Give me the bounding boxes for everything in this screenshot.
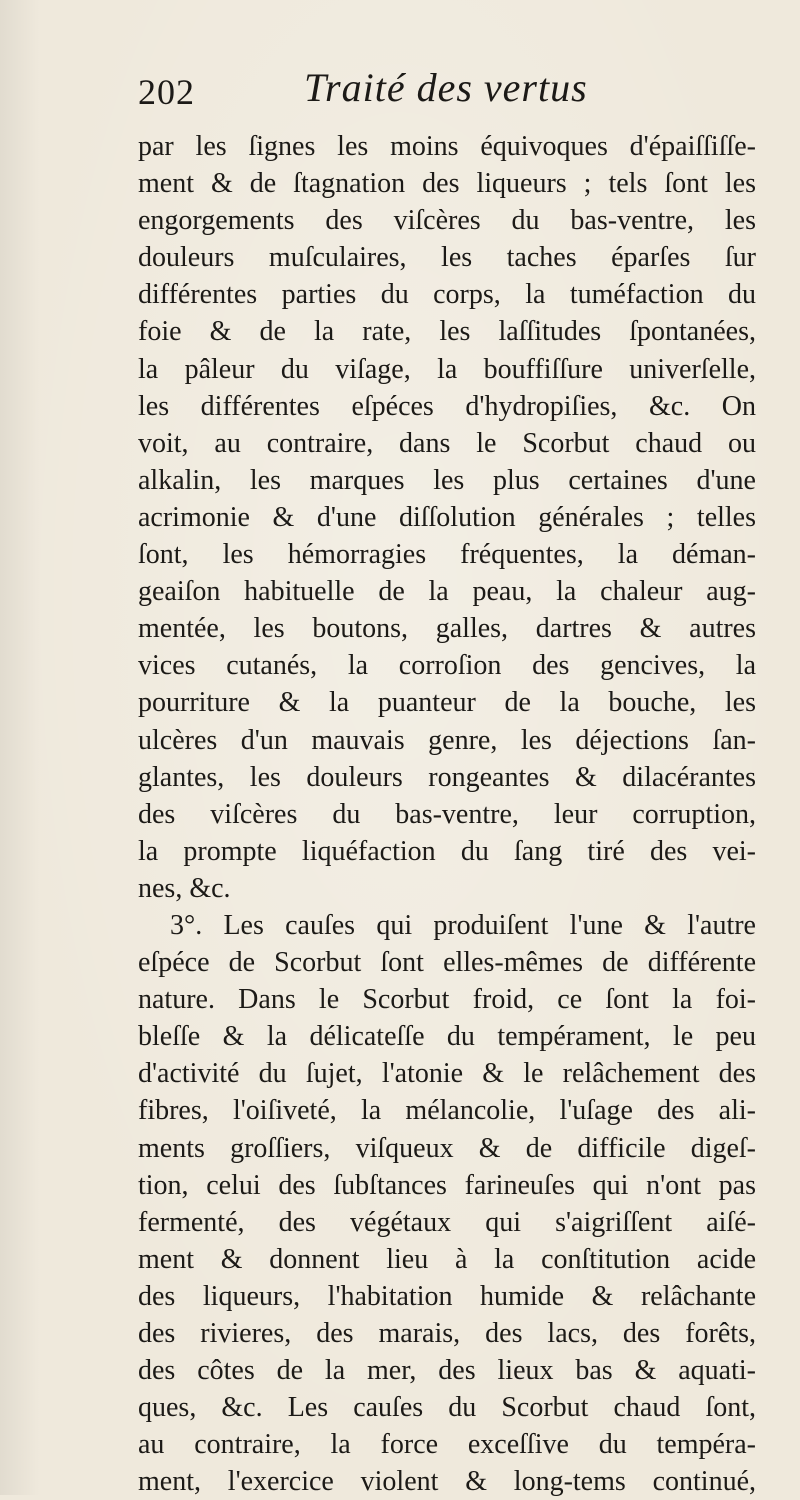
text-line: par les ſignes les moins équivoques d'épaiſſiſſe- bbox=[138, 131, 756, 162]
text-line: ulcères d'un mauvais genre, les déjections ſan- bbox=[138, 724, 756, 756]
text-line: au contraire, la force exceſſive du tempéra- bbox=[138, 1429, 756, 1461]
text-line: des liqueurs, l'habitation humide & relâchante bbox=[138, 1280, 756, 1312]
text-line: acrimonie & d'une diſſolution générales ; telles bbox=[138, 501, 756, 533]
text-line: ſont, les hémorragies fréquentes, la déman- bbox=[138, 539, 756, 571]
text-line: des rivieres, des marais, des lacs, des forêts, bbox=[138, 1318, 756, 1349]
page-number: 202 bbox=[138, 72, 195, 112]
text-line: fermenté, des végétaux qui s'aigriſſent aiſé- bbox=[138, 1206, 756, 1238]
text-line: tion, celui des ſubſtances farineuſes qui n'ont pas bbox=[138, 1169, 756, 1201]
text-line: fibres, l'oiſiveté, la mélancolie, l'uſage des ali- bbox=[138, 1095, 756, 1127]
text-line: d'activité du ſujet, l'atonie & le relâchement des bbox=[138, 1058, 756, 1090]
text-line: ment, l'exercice violent & long-tems continué, bbox=[138, 1466, 756, 1498]
text-line: des viſcères du bas-ventre, leur corruption, bbox=[138, 798, 756, 830]
text-line: différentes parties du corps, la tuméfaction du bbox=[138, 279, 756, 311]
body-text bbox=[138, 128, 756, 1500]
text-line: glantes, les douleurs rongeantes & dilacérantes bbox=[138, 761, 756, 793]
text-line: douleurs muſculaires, les taches éparſes ſur bbox=[138, 242, 756, 274]
text-line: ment & donnent lieu à la conſtitution acide bbox=[138, 1243, 756, 1275]
text-line: geaiſon habituelle de la peau, la chaleur aug- bbox=[138, 576, 756, 608]
text-line: alkalin, les marques les plus certaines d'une bbox=[138, 464, 756, 496]
text-line: foie & de la rate, les laſſitudes ſpontanées, bbox=[138, 316, 756, 348]
text-line: la prompte liquéfaction du ſang tiré des vei- bbox=[138, 835, 756, 867]
text-line: bleſſe & la délicateſſe du tempérament, le peu bbox=[138, 1021, 756, 1053]
text-line: ques, &c. Les cauſes du Scorbut chaud ſont, bbox=[138, 1392, 756, 1424]
paragraph-start-line: 3°. Les cauſes qui produiſent l'une & l'autre bbox=[170, 909, 756, 941]
text-line: ments groſſiers, viſqueux & de difficile digeſ- bbox=[138, 1132, 756, 1164]
text-line: eſpéce de Scorbut ſont elles-mêmes de différente bbox=[138, 947, 756, 979]
text-line: vices cutanés, la corroſion des gencives, la bbox=[138, 650, 756, 682]
text-line: mentée, les boutons, galles, dartres & autres bbox=[138, 613, 756, 645]
text-line: voit, au contraire, dans le Scorbut chaud ou bbox=[138, 427, 756, 459]
running-title: Traité des vertus bbox=[304, 65, 588, 110]
page-header bbox=[138, 64, 758, 124]
paragraph-end-line: nes, &c. bbox=[138, 872, 231, 904]
text-line: ment & de ſtagnation des liqueurs ; tels ſont les bbox=[138, 168, 756, 200]
text-line: nature. Dans le Scorbut froid, ce ſont la foi- bbox=[138, 984, 756, 1016]
text-line: la pâleur du viſage, la bouffiſſure univerſelle, bbox=[138, 353, 756, 385]
text-line: pourriture & la puanteur de la bouche, les bbox=[138, 687, 756, 719]
text-line: des côtes de la mer, des lieux bas & aquati- bbox=[138, 1355, 756, 1387]
text-line: les différentes eſpéces d'hydropiſies, &c. On bbox=[138, 390, 756, 422]
text-line: engorgements des viſcères du bas-ventre, les bbox=[138, 205, 756, 237]
